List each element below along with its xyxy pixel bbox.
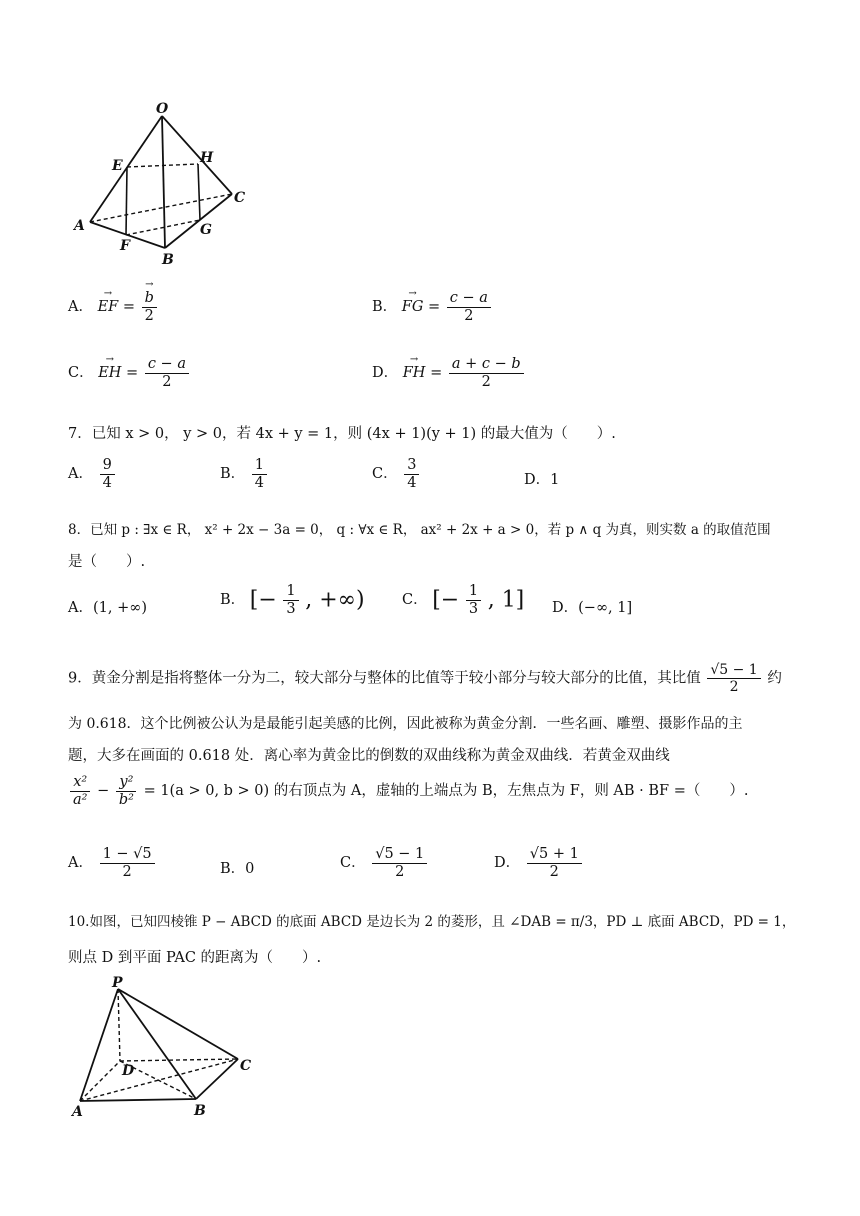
- label-A: A: [72, 1104, 83, 1120]
- label-C: C: [234, 190, 246, 206]
- q7-option-c: C． $\frac{3}{4}$: [372, 457, 421, 491]
- label-F: F: [120, 238, 130, 254]
- q9-option-a: A． $\frac{1 - √5}{2}$: [68, 846, 157, 880]
- label-O: O: [156, 101, 169, 117]
- q8-option-a: A．(1, +∞): [68, 600, 147, 616]
- q9-line4: $\frac{\text{x²}}{\text{a²}}$ − $\frac{\text{y²}}{\text{b²}}$ = 1(a > 0, b > 0) 的右顶点为 A，虚轴的上端点为 B，左焦点为 F，则 AB · BF =（ ）.: [68, 774, 748, 808]
- q8-option-b: B． [− $\frac{1}{3}$ , +∞): [220, 583, 365, 617]
- label-A: A: [74, 218, 85, 234]
- q8-option-c: C． [− $\frac{1}{3}$ , 1]: [402, 583, 525, 617]
- q9-line1: 9．黄金分割是指将整体一分为二，较大部分与整体的比值等于较小部分与较大部分的比值，其比值 $\frac{√5 - 1}{2}$ 约: [68, 662, 782, 696]
- q9-option-c: C． $\frac{√5 - 1}{2}$: [340, 846, 429, 880]
- q7-option-a: A． $\frac{9}{4}$: [68, 457, 117, 491]
- q6-option-d: D． → FH = $\frac{a + c - b}{2}$: [372, 356, 526, 390]
- label-H: H: [200, 150, 214, 166]
- label-E: E: [112, 158, 123, 174]
- label-C: C: [240, 1058, 252, 1074]
- q8-stem-line2: 是（ ）.: [68, 554, 146, 570]
- label-P: P: [112, 975, 123, 991]
- q8-stem-line1: 8．已知 p : ∃x ∈ R， x² + 2x − 3a = 0， q : ∀x ∈ R， ax² + 2x + a > 0，若 p ∧ q 为真，则实数 a 的取值范围: [68, 522, 771, 538]
- q9-option-d: D． $\frac{√5 + 1}{2}$: [494, 846, 584, 880]
- q9-line2: 为 0.618．这个比例被公认为是最能引起美感的比例，因此被称为黄金分割．一些名画、雕塑、摄影作品的主: [68, 716, 743, 732]
- q6-option-a: A． → EF = → $\frac{b}{2}$: [68, 290, 159, 324]
- q7-option-d: D．1: [524, 472, 560, 488]
- label-G: G: [200, 222, 212, 238]
- q10-line1: 10.如图，已知四棱锥 P − ABCD 的底面 ABCD 是边长为 2 的菱形，且 ∠DAB = π/3，PD ⊥ 底面 ABCD，PD = 1，: [68, 914, 796, 930]
- pyramid-figure: [68, 975, 268, 1120]
- q8-option-d: D．(−∞, 1]: [552, 600, 633, 616]
- q10-line2: 则点 D 到平面 PAC 的距离为（ ）.: [68, 950, 322, 966]
- q6-option-b: B． → FG = $\frac{c - a}{2}$: [372, 290, 493, 324]
- q9-option-b: B．0: [220, 861, 255, 877]
- q6-option-c: C． → EH = $\frac{c - a}{2}$: [68, 356, 191, 390]
- q7-stem: 7．已知 x > 0， y > 0，若 4x + y = 1，则 (4x + 1)(y + 1) 的最大值为（ ）.: [68, 426, 616, 442]
- label-D: D: [122, 1063, 135, 1079]
- tetrahedron-figure: [72, 100, 252, 270]
- label-B: B: [162, 252, 174, 268]
- q9-line3: 题，大多在画面的 0.618 处．离心率为黄金比的倒数的双曲线称为黄金双曲线．若黄金双曲线: [68, 748, 670, 764]
- q7-option-b: B． $\frac{1}{4}$: [220, 457, 269, 491]
- label-B: B: [194, 1103, 206, 1119]
